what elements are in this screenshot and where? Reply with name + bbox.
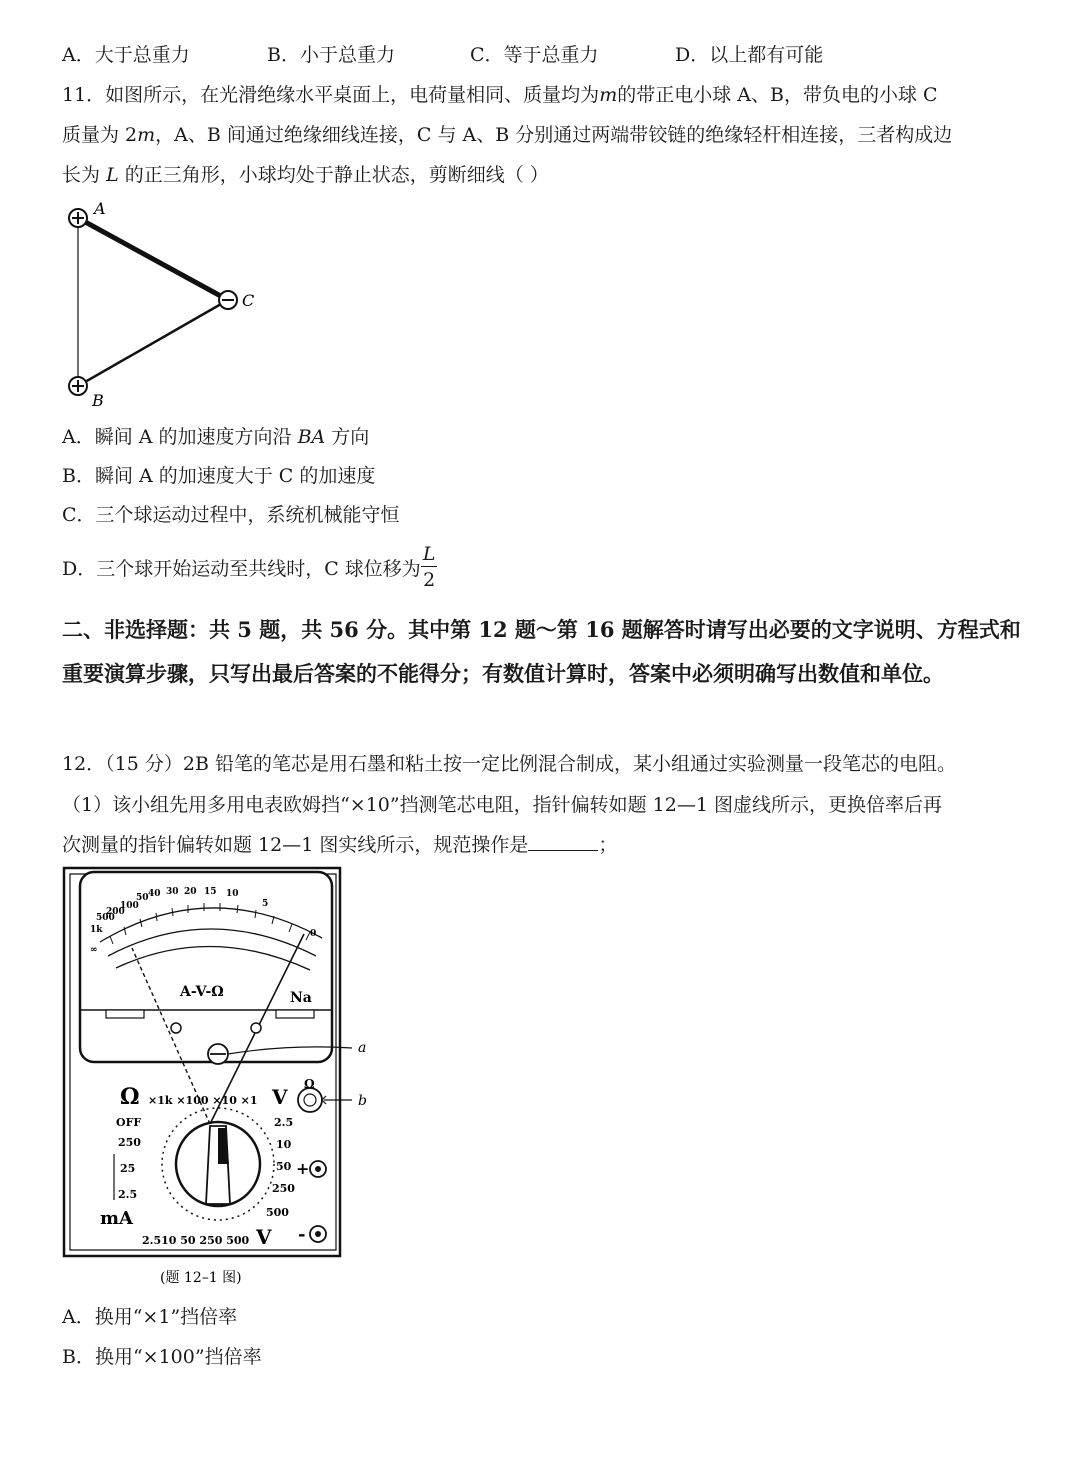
v-range-label: 50 (276, 1160, 292, 1173)
q12-stem-line1: 12．（15 分）2B 铅笔的笔芯是用石墨和粘土按一定比例混合制成，某小组通过实验测量一段笔芯的电阻。 (62, 753, 956, 775)
ohm-label: 100 (120, 901, 139, 911)
fraction-denominator: 2 (423, 569, 436, 591)
q10-option-c: C．等于总重力 (470, 44, 599, 66)
fraction-l-over-2 (421, 542, 438, 593)
label-a: A (94, 199, 106, 218)
ohm-label: 5 (262, 899, 269, 909)
v-range-label: 250 (272, 1182, 295, 1195)
q10-option-d: D．以上都有可能 (675, 44, 824, 66)
option-italic: BA (297, 426, 326, 448)
ohm-label: 30 (166, 887, 179, 897)
minus-label: - (298, 1224, 306, 1245)
q11-stem-line1 (62, 80, 938, 107)
v-range-label: 10 (276, 1138, 292, 1151)
ball-a-positive-icon (69, 209, 87, 227)
ball-c-negative-icon (219, 291, 237, 309)
panel-label: A-V-Ω (180, 984, 224, 1000)
q11-option-a (62, 422, 369, 449)
label-b-meter: b (358, 1093, 367, 1109)
q11-text: ，A、B 间通过绝缘细线连接，C 与 A、B 分别通过两端带铰链的绝缘轻杆相连接，三者构成边 (155, 124, 953, 146)
screw-left-icon (171, 1023, 181, 1033)
v-label-top: V (272, 1085, 288, 1109)
na-label: Na (290, 990, 312, 1006)
q12-text: ； (598, 834, 618, 856)
label-b: B (92, 391, 104, 410)
q11-stem-line2 (62, 120, 952, 147)
v-range-label: 2.5 (274, 1116, 294, 1129)
dial-slot-right (276, 1010, 314, 1018)
q10-options (62, 40, 823, 67)
q11-text: 的带正电小球 A、B，带负电的小球 C (617, 84, 938, 106)
ma-range-label: 2.5 (118, 1188, 138, 1201)
answer-blank[interactable] (528, 832, 598, 851)
q11-mass-symbol: m (599, 84, 618, 106)
q11-option-c: C．三个球运动过程中，系统机械能守恒 (62, 504, 400, 526)
multimeter-figure (60, 864, 380, 1294)
v-range-label: 500 (266, 1206, 289, 1219)
ma-range-label: 25 (120, 1162, 136, 1175)
ohm-label: 15 (204, 887, 217, 897)
ohm-label: 200 (106, 907, 125, 917)
ohm-label: 20 (184, 887, 197, 897)
option-text: A．瞬间 A 的加速度方向沿 (62, 426, 298, 448)
omega-label: Ω (120, 1084, 140, 1110)
q12-stem-line2: （1）该小组先用多用电表欧姆挡“×10”挡测笔芯电阻，指针偏转如题 12—1 图虚线所示，更换倍率后再 (62, 794, 942, 816)
dial-slot-left (106, 1010, 144, 1018)
v-ac-ranges-label: 2.510 50 250 500 (142, 1234, 250, 1247)
ma-label: mA (100, 1208, 134, 1229)
q11-mass-symbol: m (137, 124, 156, 146)
v-label-bottom: V (256, 1225, 272, 1249)
ohm-ranges-label: ×1k ×100 ×10 ×1 (148, 1094, 258, 1107)
label-a-meter: a (358, 1040, 367, 1056)
figure-caption: (题 12–1 图) (160, 1270, 242, 1286)
ohm-label: 40 (148, 889, 161, 899)
option-text: D．三个球开始运动至共线时，C 球位移为 (62, 558, 421, 580)
q11-text: 质量为 2 (62, 124, 138, 146)
q11-text: 长为 (62, 164, 101, 186)
q10-option-b: B．小于总重力 (267, 44, 395, 66)
q11-option-d (62, 542, 437, 593)
screw-right-icon (251, 1023, 261, 1033)
plus-label: + (296, 1159, 310, 1178)
q12-stem-line3 (62, 830, 617, 857)
rod-bc (78, 300, 228, 386)
off-label: OFF (116, 1116, 142, 1129)
label-c: C (242, 291, 255, 310)
q10-option-a: A．大于总重力 (62, 44, 190, 66)
ohm-label: 1k (90, 925, 103, 935)
ohm-label: 10 (226, 889, 239, 899)
ohm-label: 0 (310, 929, 317, 939)
ma-range-label: 250 (118, 1136, 141, 1149)
rod-ac (78, 218, 228, 300)
q11-text: 的正三角形，小球均处于静止状态，剪断细线（ ） (124, 164, 549, 186)
triangle-figure (60, 198, 280, 410)
omega-small-label: Ω (304, 1077, 315, 1091)
q12-text: 次测量的指针偏转如题 12—1 图实线所示，规范操作是 (62, 834, 529, 856)
ohm-label: ∞ (90, 945, 98, 955)
q11-stem-line3 (62, 160, 549, 187)
q12-option-a: A．换用“×1”挡倍率 (62, 1306, 238, 1328)
option-text: 方向 (325, 426, 370, 448)
q12-option-b: B．换用“×100”挡倍率 (62, 1346, 262, 1368)
ohm-label: 500 (96, 913, 115, 923)
ball-b-positive-icon (69, 377, 87, 395)
fraction-numerator: L (422, 543, 436, 565)
ohm-adjust-knob-icon[interactable] (298, 1088, 322, 1112)
q11-length-symbol: L (106, 164, 119, 186)
section2-instructions: 二、非选择题：共 5 题，共 56 分。其中第 12 题～第 16 题解答时请写出必要的文字说明、方程式和重要演算步骤，只写出最后答案的不能得分；有数值计算时，答案中必须明确写出数值和单位。 (62, 617, 1021, 686)
q11-option-b: B．瞬间 A 的加速度大于 C 的加速度 (62, 465, 376, 487)
q11-text: 11．如图所示，在光滑绝缘水平桌面上，电荷量相同、质量均为 (62, 84, 600, 106)
ohm-label: 50 (136, 893, 149, 903)
